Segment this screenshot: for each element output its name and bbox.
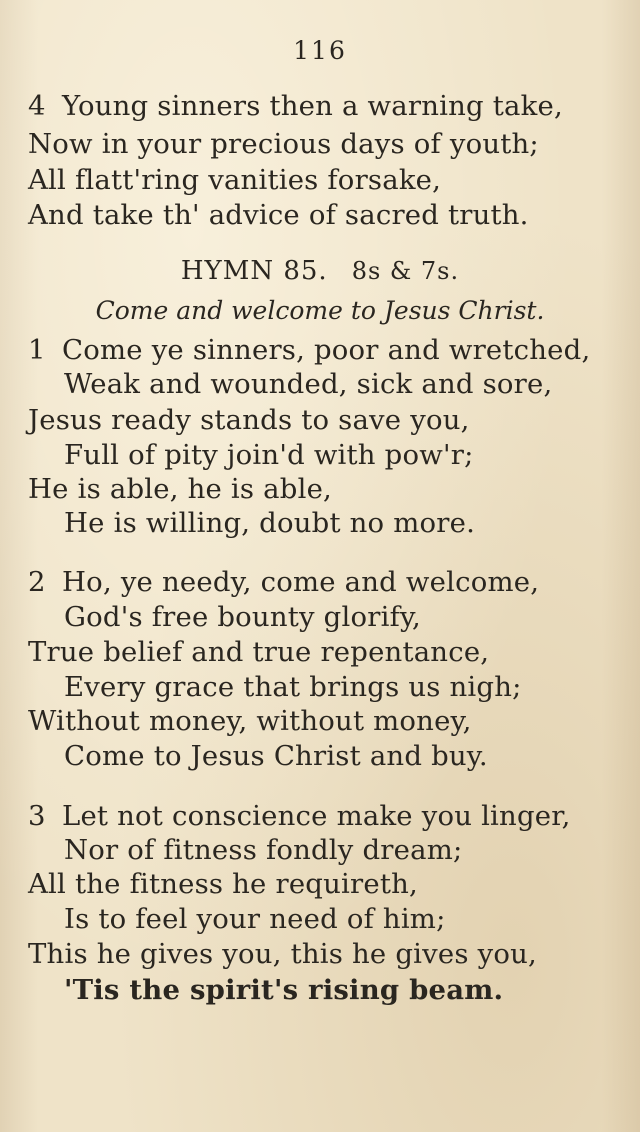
stanza-number: 3: [28, 800, 46, 832]
stanza-3-line-5: This he gives you, this he gives you,: [28, 938, 537, 970]
stanza-1-line-4: Full of pity join'd with pow'r;: [64, 439, 474, 471]
hymn-heading: [0, 256, 640, 286]
stanza-3-line-3: All the fitness he requireth,: [28, 868, 418, 900]
stanza-2-line-1: 2 Ho, ye needy, come and welcome,: [28, 566, 540, 598]
page-number: 116: [293, 36, 347, 65]
stanza-1-line-5: He is able, he is able,: [28, 473, 332, 505]
stanza-1-line-2: Weak and wounded, sick and sore,: [64, 368, 553, 400]
stanza-2-line-6: Come to Jesus Christ and buy.: [64, 740, 488, 772]
stanza-3-line-2: Nor of fitness fondly dream;: [64, 834, 463, 866]
stanza-number: 2: [28, 566, 46, 598]
stanza-1-line-3: Jesus ready stands to save you,: [28, 404, 470, 436]
stanza-2-line-2: God's free bounty glorify,: [64, 601, 421, 633]
stanza-3-line-6: 'Tis the spirit's rising beam.: [64, 974, 504, 1006]
stanza-2-line-5: Without money, without money,: [28, 705, 472, 737]
stanza-1-line-6: He is willing, doubt no more.: [64, 507, 476, 539]
hymn-title: HYMN 85.: [180, 256, 328, 286]
hymn-subtitle: Come and welcome to Jesus Christ.: [95, 296, 545, 325]
stanza-number: 1: [28, 334, 46, 366]
stanza-3-line-4: Is to feel your need of him;: [64, 903, 446, 935]
stanza-1-line-1: 1 Come ye sinners, poor and wretched,: [28, 334, 591, 366]
hymn-meter: 8s & 7s.: [351, 257, 460, 285]
prev-stanza-line-1: 4 Young sinners then a warning take,: [28, 90, 563, 122]
prev-stanza-line-4: And take th' advice of sacred truth.: [28, 199, 529, 231]
prev-stanza-line-3: All flatt'ring vanities forsake,: [28, 164, 442, 196]
stanza-number: 4: [28, 90, 46, 122]
stanza-2-line-3: True belief and true repentance,: [28, 636, 490, 668]
prev-stanza-line-2: Now in your precious days of youth;: [28, 128, 539, 160]
stanza-2-line-4: Every grace that brings us nigh;: [64, 671, 522, 703]
stanza-3-line-1: 3 Let not conscience make you linger,: [28, 800, 571, 832]
